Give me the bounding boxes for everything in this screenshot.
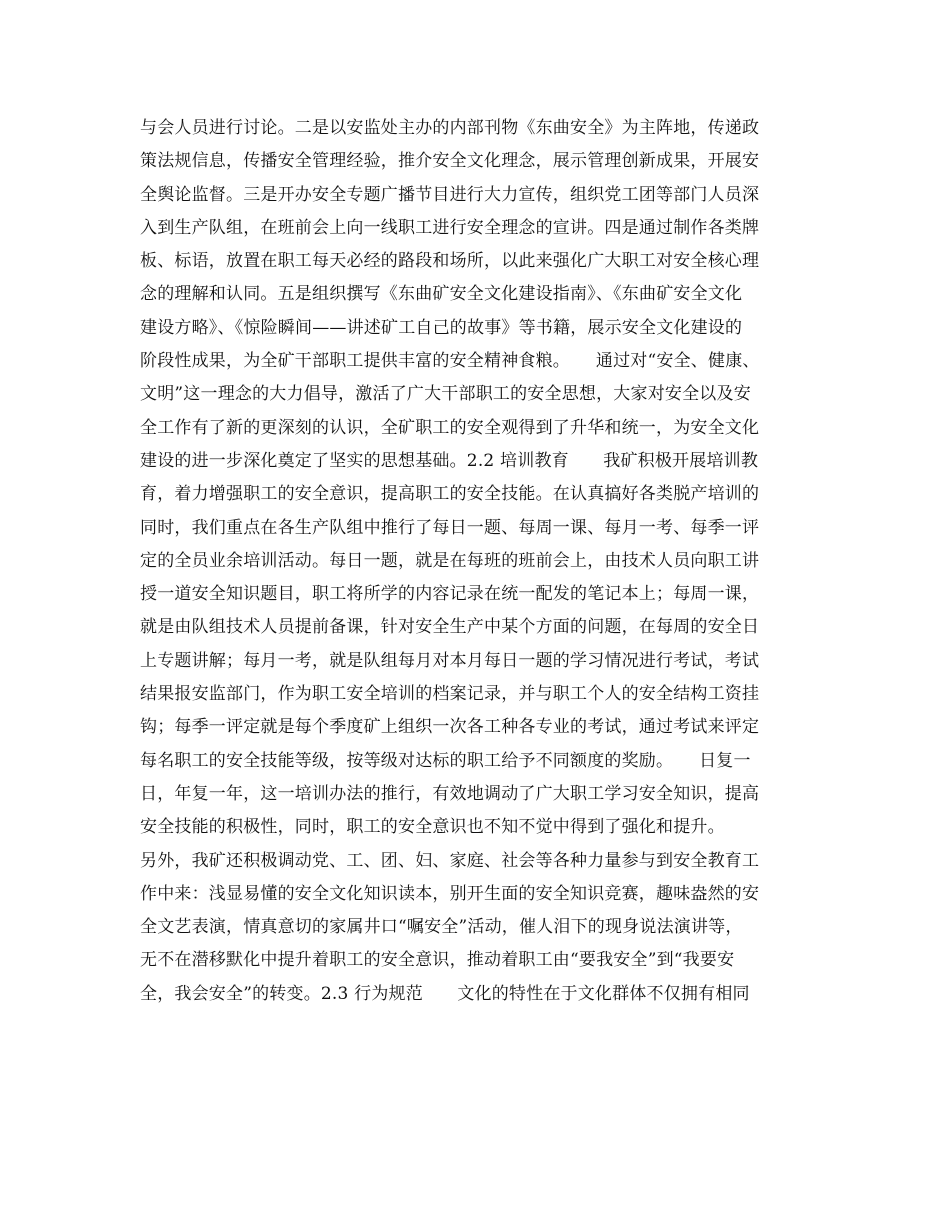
text-line: 阶段性成果，为全矿干部职工提供丰富的安全精神食粮。 通过对“安全、健康、	[140, 351, 760, 372]
text-line: 策法规信息，传播安全管理经验，推介安全文化理念，展示管理创新成果，开展安	[140, 151, 760, 172]
text-line: 全舆论监督。三是开办安全专题广播节目进行大力宣传，组织党工团等部门人员深	[140, 184, 760, 205]
text-line: 念的理解和认同。五是组织撰写《东曲矿安全文化建设指南》、《东曲矿安全文化	[140, 284, 743, 305]
text-line: 建设的进一步深化奠定了坚实的思想基础。2.2 培训教育 我矿积极开展培训教	[140, 450, 759, 471]
text-line: 每名职工的安全技能等级，按等级对达标的职工给予不同额度的奖励。 日复一	[140, 750, 751, 771]
text-line: 板、标语，放置在职工每天必经的路段和场所，以此来强化广大职工对安全核心理	[140, 251, 760, 272]
text-line: 定的全员业余培训活动。每日一题，就是在每班的班前会上，由技术人员向职工讲	[140, 550, 760, 571]
text-line: 上专题讲解；每月一考，就是队组每月对本月每日一题的学习情况进行考试，考试	[140, 650, 760, 671]
text-line: 全，我会安全”的转变。2.3 行为规范 文化的特性在于文化群体不仅拥有相同	[140, 983, 750, 1004]
text-line: 日，年复一年，这一培训办法的推行，有效地调动了广大职工学习安全知识，提高	[140, 783, 760, 804]
text-line: 育，着力增强职工的安全意识，提高职工的安全技能。在认真搞好各类脱产培训的	[140, 484, 760, 505]
text-line: 另外，我矿还积极调动党、工、团、妇、家庭、社会等各种力量参与到安全教育工	[140, 850, 760, 871]
text-line: 授一道安全知识题目，职工将所学的内容记录在统一配发的笔记本上；每周一课，	[140, 584, 760, 605]
text-line: 入到生产队组，在班前会上向一线职工进行安全理念的宣讲。四是通过制作各类牌	[140, 217, 760, 238]
text-line: 钩；每季一评定就是每个季度矿上组织一次各工种各专业的考试，通过考试来评定	[140, 717, 760, 738]
text-line: 作中来：浅显易懂的安全文化知识读本，别开生面的安全知识竞赛，趣味盎然的安	[140, 883, 760, 904]
text-line: 安全技能的积极性，同时，职工的安全意识也不知不觉中得到了强化和提升。	[140, 817, 751, 838]
text-line: 就是由队组技术人员提前备课，针对安全生产中某个方面的问题，在每周的安全日	[140, 617, 760, 638]
text-line: 全文艺表演，情真意切的家属井口“嘱安全”活动，催人泪下的现身说法演讲等，	[140, 917, 743, 938]
body-text	[140, 112, 820, 1011]
text-line: 建设方略》、《惊险瞬间——讲述矿工自己的故事》等书籍，展示安全文化建设的	[140, 317, 743, 338]
text-line: 同时，我们重点在各生产队组中推行了每日一题、每周一课、每月一考、每季一评	[140, 517, 760, 538]
text-line: 全工作有了新的更深刻的认识，全矿职工的安全观得到了升华和统一，为安全文化	[140, 417, 760, 438]
text-line: 无不在潜移默化中提升着职工的安全意识，推动着职工由“要我安全”到“我要安	[140, 950, 735, 971]
text-line: 与会人员进行讨论。二是以安监处主办的内部刊物《东曲安全》为主阵地，传递政	[140, 118, 760, 138]
text-line: 结果报安监部门，作为职工安全培训的档案记录，并与职工个人的安全结构工资挂	[140, 684, 760, 705]
text-line: 文明”这一理念的大力倡导，激活了广大干部职工的安全思想，大家对安全以及安	[140, 384, 751, 405]
